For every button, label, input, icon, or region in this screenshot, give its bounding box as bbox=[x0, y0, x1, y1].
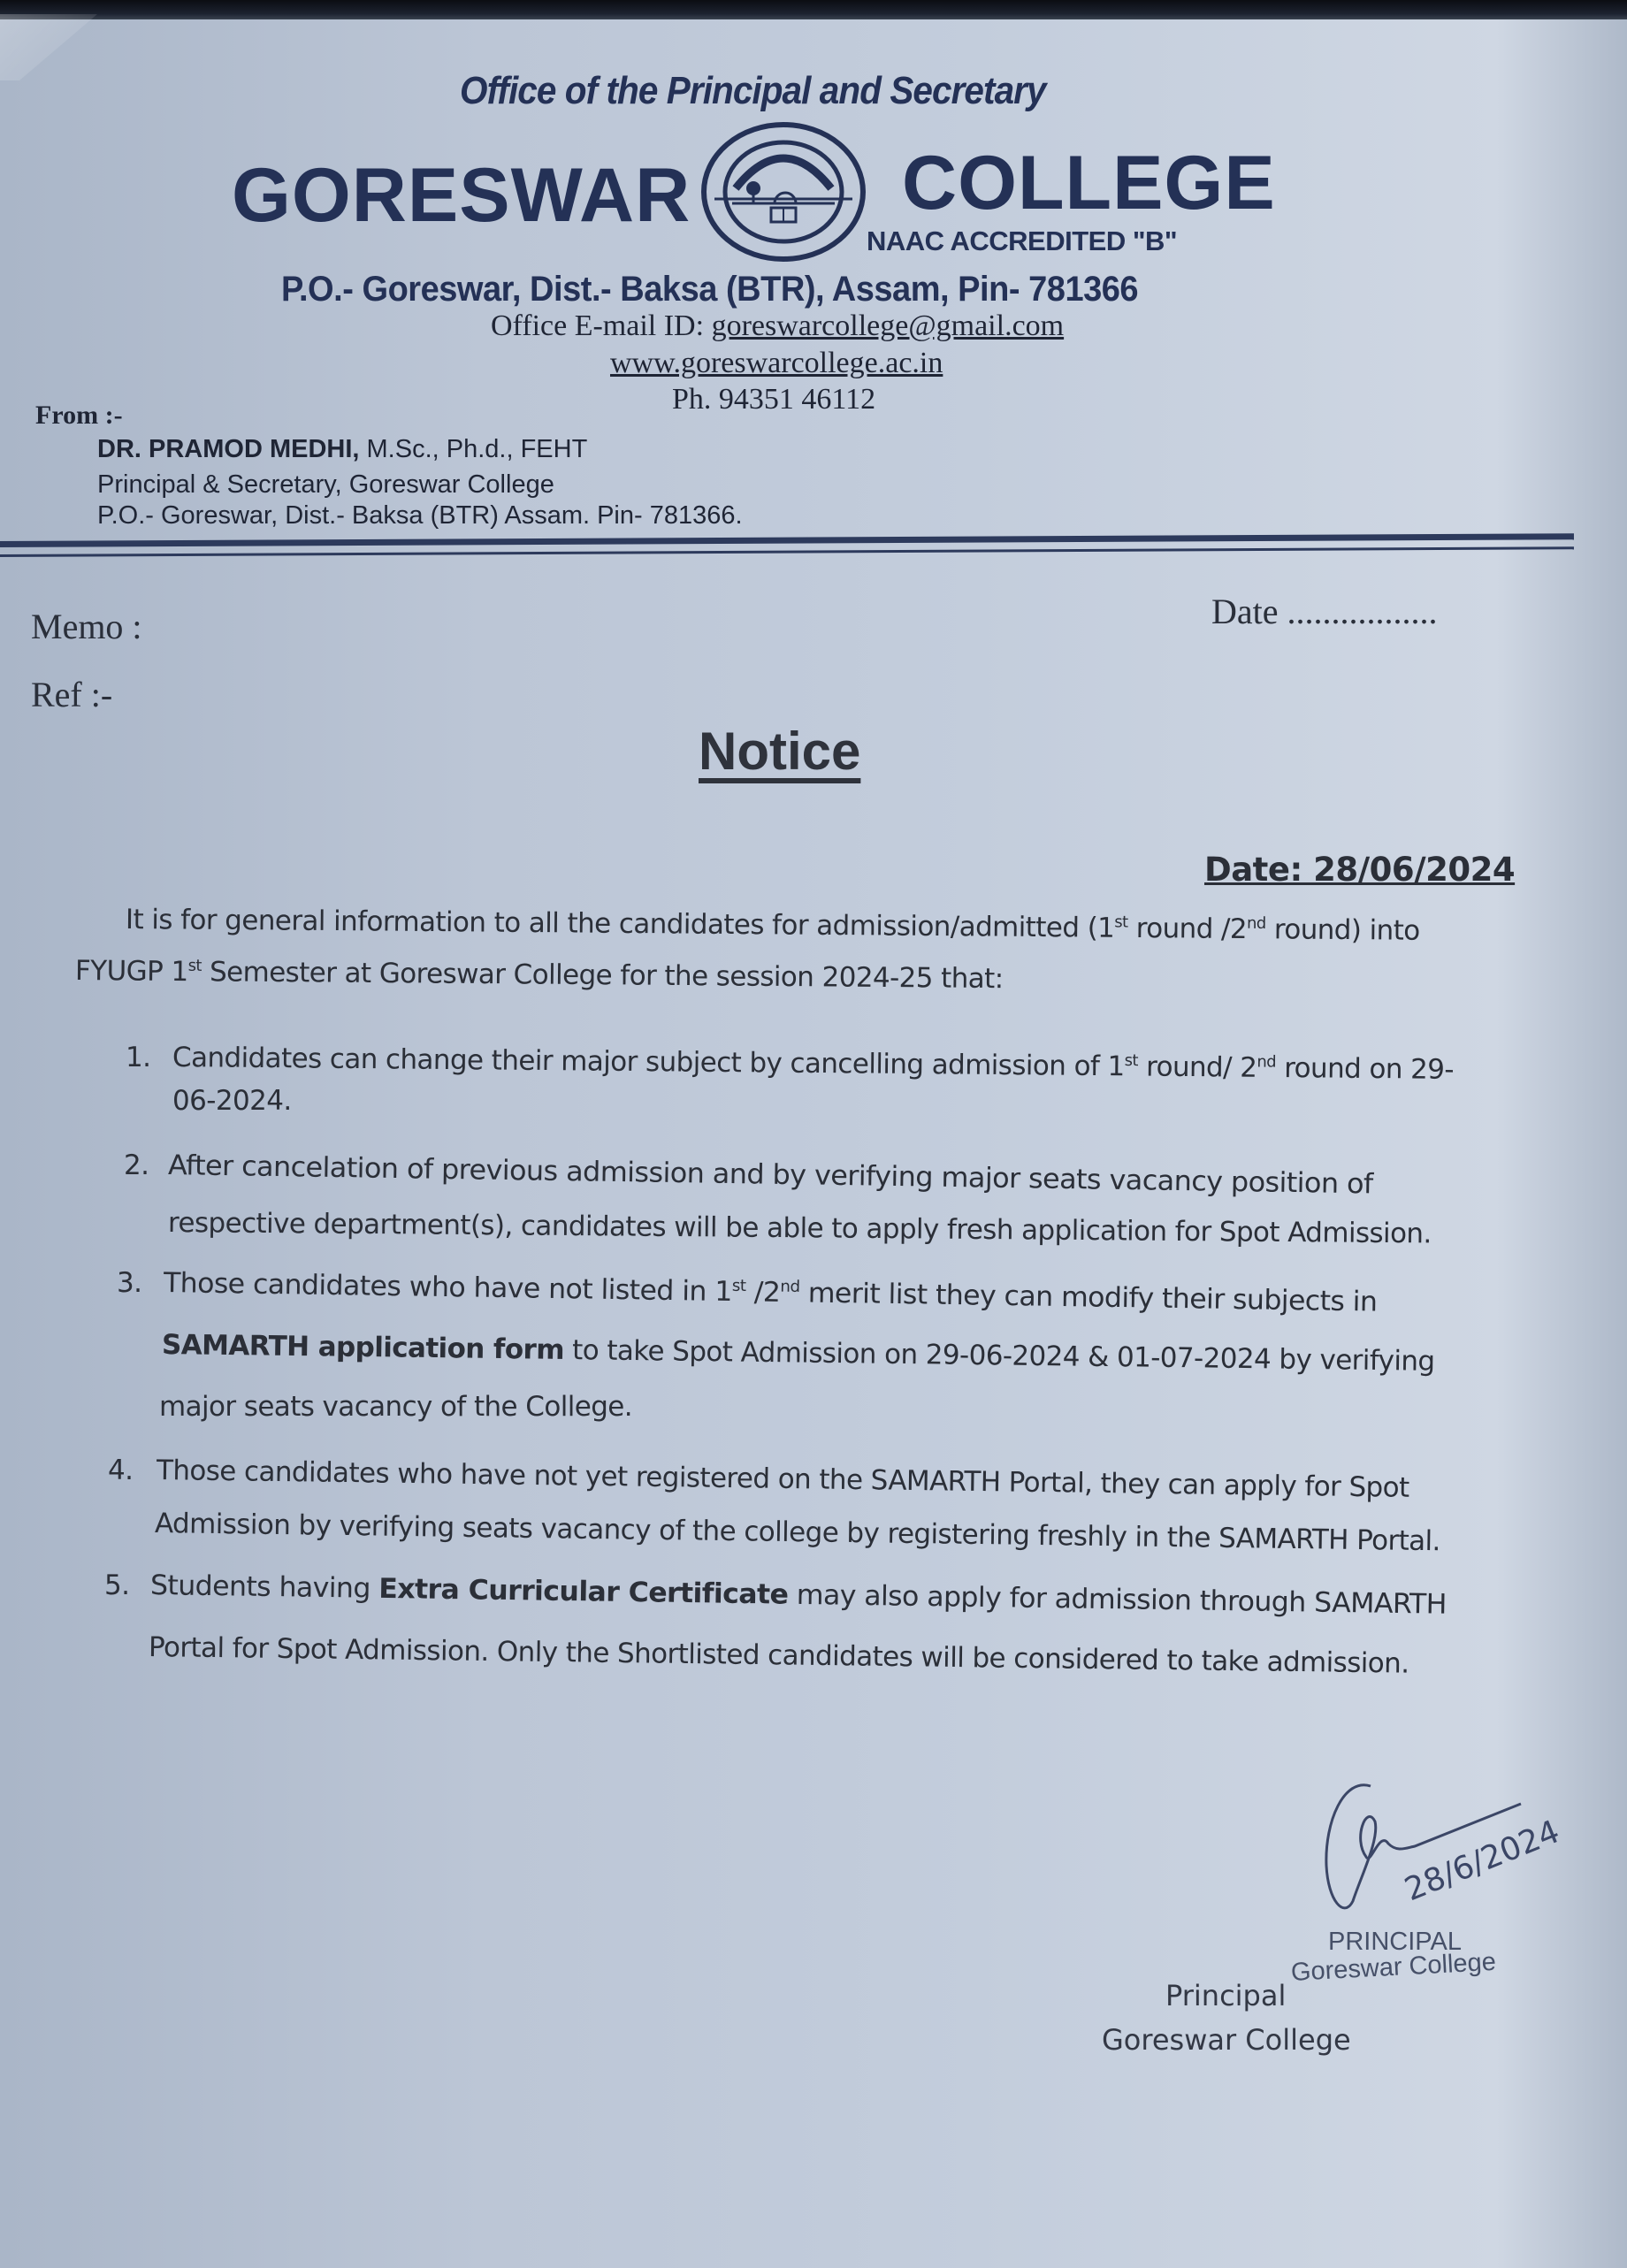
intro-line-2: FYUGP 1st Semester at Goreswar College for the session 2024-25 that: bbox=[74, 955, 1004, 996]
accreditation-label: NAAC ACCREDITED "B" bbox=[867, 225, 1178, 256]
letterhead-name-right: COLLEGE bbox=[902, 141, 1276, 225]
list-item-number: 4. bbox=[108, 1455, 134, 1486]
list-item-number: 5. bbox=[104, 1569, 130, 1601]
list-item-line: major seats vacancy of the College. bbox=[159, 1391, 633, 1423]
list-item-number: 3. bbox=[117, 1267, 142, 1299]
from-name: DR. PRAMOD MEDHI, bbox=[97, 435, 360, 463]
list-item-line: Candidates can change their major subject by cancelling admission of 1st round/ 2nd round on 29- bbox=[172, 1042, 1455, 1086]
letterhead-email-line bbox=[491, 309, 1064, 343]
notice-title: Notice bbox=[699, 722, 861, 781]
list-item-line: Admission by verifying seats vacancy of the college by registering freshly in the SAMARTH Portal. bbox=[154, 1508, 1441, 1558]
list-item-line: Students having Extra Curricular Certificate may also apply for admission through SAMARTH bbox=[149, 1569, 1447, 1621]
signatory-title: Principal bbox=[1165, 1979, 1287, 2012]
list-item-line: SAMARTH application form to take Spot Admission on 29-06-2024 & 01-07-2024 by verifying bbox=[161, 1329, 1435, 1378]
email-label: Office E-mail ID: bbox=[491, 309, 712, 342]
from-name-line bbox=[97, 435, 587, 464]
list-item-line: respective department(s), candidates will be able to apply fresh application for Spot Admission. bbox=[167, 1207, 1432, 1250]
phone-number: Ph. 94351 46112 bbox=[672, 383, 876, 416]
college-seal-icon bbox=[697, 119, 870, 265]
list-item-line: 06-2024. bbox=[172, 1085, 292, 1117]
header-divider-thin bbox=[0, 546, 1574, 557]
ref-label: Ref :- bbox=[31, 675, 113, 714]
list-item-line: Portal for Spot Admission. Only the Shortlisted candidates will be considered to take admission. bbox=[148, 1631, 1409, 1680]
from-address: P.O.- Goreswar, Dist.- Baksa (BTR) Assam. Pin- 781366. bbox=[97, 501, 743, 530]
photo-top-edge bbox=[0, 0, 1627, 19]
handwritten-signature bbox=[1318, 1768, 1583, 1954]
date-field: Date ................. bbox=[1211, 592, 1438, 631]
stamp-principal: PRINCIPAL bbox=[1328, 1928, 1462, 1956]
letterhead-name-left: GORESWAR bbox=[232, 153, 691, 238]
stamp-college: Goreswar College bbox=[1290, 1947, 1497, 1987]
list-item-line: After cancelation of previous admission and by verifying major seats vacancy position of bbox=[167, 1149, 1373, 1201]
paper-fold bbox=[0, 14, 97, 80]
signatory-org: Goreswar College bbox=[1102, 2023, 1351, 2057]
from-label: From :- bbox=[35, 401, 123, 430]
header-divider-thick bbox=[0, 533, 1574, 547]
list-item-number: 2. bbox=[124, 1149, 149, 1181]
email-link[interactable]: goreswarcollege@gmail.com bbox=[711, 309, 1065, 342]
from-title: Principal & Secretary, Goreswar College bbox=[97, 470, 554, 499]
list-item-line: Those candidates who have not yet registered on the SAMARTH Portal, they can apply for Spot bbox=[156, 1455, 1409, 1504]
list-item-number: 1. bbox=[126, 1042, 151, 1073]
list-item-line: Those candidates who have not listed in 1st /2nd merit list they can modify their subjects in bbox=[163, 1267, 1378, 1318]
signature-date: 28/6/2024 bbox=[1400, 1814, 1565, 1909]
letterhead-office: Office of the Principal and Secretary bbox=[460, 69, 1046, 112]
website-link[interactable]: www.goreswarcollege.ac.in bbox=[610, 347, 943, 379]
letterhead-address: P.O.- Goreswar, Dist.- Baksa (BTR), Assam, Pin- 781366 bbox=[281, 270, 1139, 309]
intro-line-1: It is for general information to all the candidates for admission/admitted (1st round /2nd round) into bbox=[125, 904, 1420, 947]
memo-label: Memo : bbox=[31, 607, 142, 646]
notice-date: Date: 28/06/2024 bbox=[1204, 851, 1516, 889]
from-qualifications: M.Sc., Ph.d., FEHT bbox=[359, 435, 588, 463]
